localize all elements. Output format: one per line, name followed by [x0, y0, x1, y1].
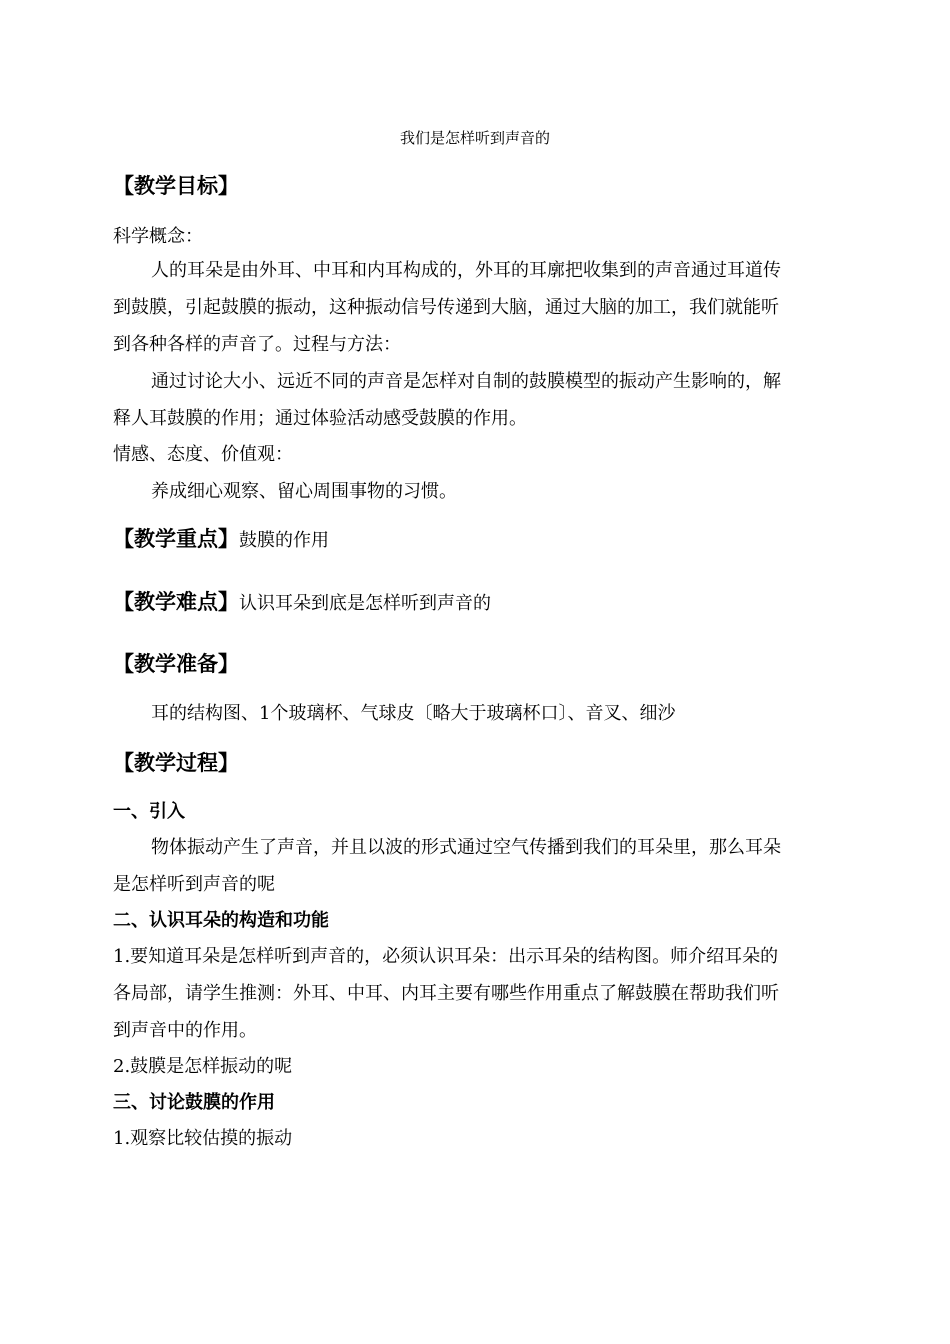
process-line-1: 通过讨论大小、远近不同的声音是怎样对自制的鼓膜模型的振动产生影响的，解 [151, 371, 781, 392]
part1-line-1: 物体振动产生了声音，并且以波的形式通过空气传播到我们的耳朵里，那么耳朵 [151, 837, 781, 858]
key-point-text: 鼓膜的作用 [239, 530, 329, 551]
science-concept-line-2: 到鼓膜，引起鼓膜的振动，这种振动信号传递到大脑，通过大脑的加工，我们就能听 [113, 297, 779, 318]
attitude-line: 养成细心观察、留心周围事物的习惯。 [151, 481, 457, 502]
process-line-2: 释人耳鼓膜的作用；通过体验活动感受鼓膜的作用。 [113, 408, 527, 429]
part2-item1-line-3: 到声音中的作用。 [113, 1020, 257, 1041]
key-point-label: 【教学重点】 [113, 527, 239, 551]
part2-item2: 2.鼓膜是怎样振动的呢 [113, 1056, 293, 1077]
preparation-heading: 【教学准备】 [113, 652, 239, 676]
preparation-text: 耳的结构图、1个玻璃杯、气球皮〔略大于玻璃杯口〕、音叉、细沙 [151, 703, 676, 724]
attitude-label: 情感、态度、价值观： [113, 444, 293, 465]
part2-item1-line-1: 1.要知道耳朵是怎样听到声音的，必须认识耳朵：出示耳朵的结构图。师介绍耳朵的 [113, 946, 779, 967]
difficulty-heading [113, 588, 491, 618]
part3-item1: 1.观察比较估摸的振动 [113, 1128, 293, 1149]
process-heading: 【教学过程】 [113, 751, 239, 775]
difficulty-text: 认识耳朵到底是怎样听到声音的 [239, 593, 491, 614]
part2-heading: 二、认识耳朵的构造和功能 [113, 910, 329, 931]
science-concept-label: 科学概念： [113, 226, 203, 247]
key-point-heading [113, 525, 329, 555]
science-concept-line-1: 人的耳朵是由外耳、中耳和内耳构成的，外耳的耳廓把收集到的声音通过耳道传 [151, 260, 781, 281]
part2-item1-line-2: 各局部，请学生推测：外耳、中耳、内耳主要有哪些作用重点了解鼓膜在帮助我们听 [113, 983, 779, 1004]
part3-heading: 三、讨论鼓膜的作用 [113, 1092, 275, 1113]
part1-line-2: 是怎样听到声音的呢 [113, 874, 275, 895]
difficulty-label: 【教学难点】 [113, 590, 239, 614]
objectives-heading: 【教学目标】 [113, 174, 239, 198]
document-title: 我们是怎样听到声音的 [399, 129, 550, 147]
part1-heading: 一、引入 [113, 801, 185, 822]
science-concept-line-3: 到各种各样的声音了。过程与方法： [113, 334, 401, 355]
